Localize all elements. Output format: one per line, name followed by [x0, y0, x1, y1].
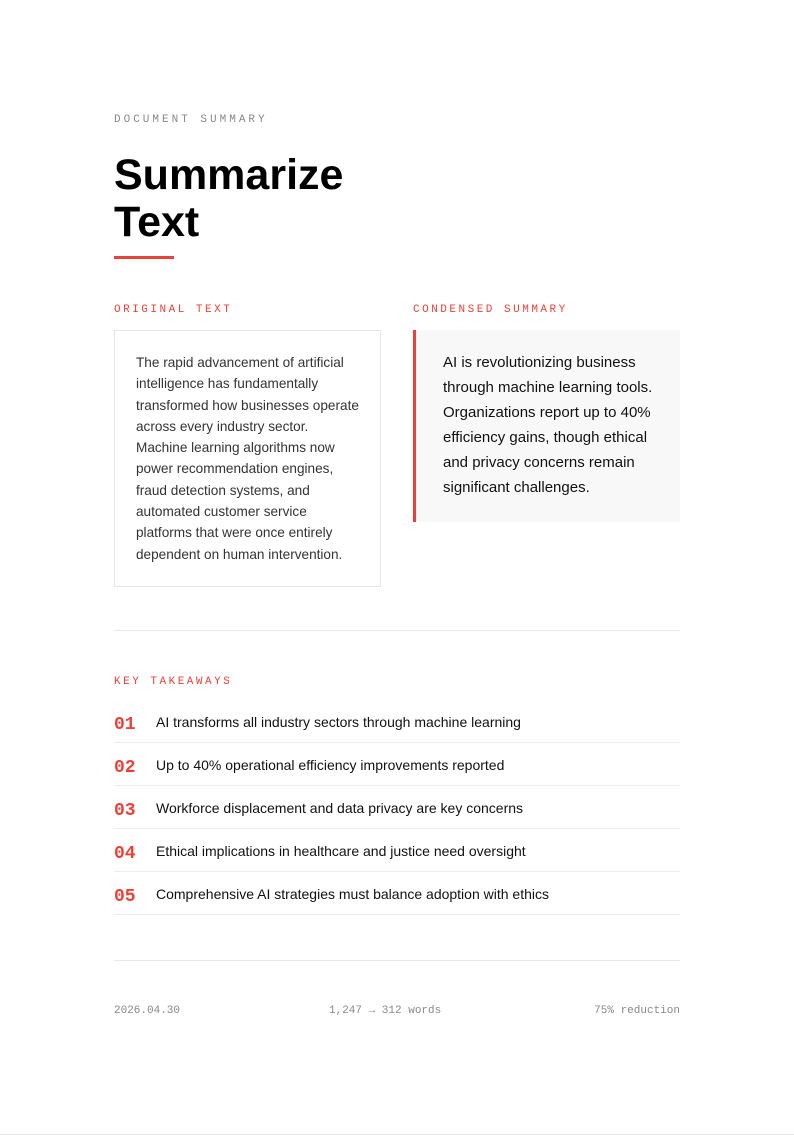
- original-text-label: ORIGINAL TEXT: [114, 304, 233, 316]
- takeaway-item: [114, 743, 680, 786]
- footer-date: 2026.04.30: [114, 1005, 181, 1017]
- takeaway-item: [114, 700, 680, 743]
- footer-divider: [114, 960, 680, 961]
- page-title: Summarize Text: [114, 151, 344, 246]
- takeaway-number: 05: [114, 887, 136, 907]
- summary-box: [413, 330, 680, 522]
- key-takeaways-label: KEY TAKEAWAYS: [114, 676, 233, 688]
- takeaway-text: AI transforms all industry sectors through machine learning: [156, 714, 521, 730]
- takeaway-number: 02: [114, 758, 136, 778]
- original-text-box: [114, 330, 381, 587]
- title-underline: [114, 256, 174, 259]
- summary-label: CONDENSED SUMMARY: [413, 304, 568, 316]
- takeaways-list: [114, 700, 680, 915]
- eyebrow-label: DOCUMENT SUMMARY: [114, 114, 268, 126]
- footer-word-count: 1,247 → 312 words: [329, 1005, 442, 1017]
- takeaway-text: Ethical implications in healthcare and justice need oversight: [156, 843, 526, 859]
- summary-text-body: AI is revolutionizing business through machine learning tools. Organizations report up to 40% efficiency gains, though ethical and privacy concerns remain significant challenges.: [443, 354, 653, 496]
- takeaway-number: 01: [114, 715, 136, 735]
- takeaway-number: 04: [114, 844, 136, 864]
- original-text-body: The rapid advancement of artificial intelligence has fundamentally transformed how businesses operate across every industry sector. Machine learning algorithms now power recommendation engines, fraud detection systems, and automated customer service platforms that were once entirely dependent on human intervention.: [136, 355, 359, 562]
- takeaway-number: 03: [114, 801, 136, 821]
- takeaway-text: Comprehensive AI strategies must balance adoption with ethics: [156, 886, 549, 902]
- takeaway-item: [114, 872, 680, 915]
- takeaway-text: Up to 40% operational efficiency improvements reported: [156, 757, 505, 773]
- takeaway-item: [114, 786, 680, 829]
- takeaway-item: [114, 829, 680, 872]
- section-divider: [114, 630, 680, 631]
- footer-reduction: 75% reduction: [594, 1005, 680, 1017]
- takeaway-text: Workforce displacement and data privacy are key concerns: [156, 800, 524, 816]
